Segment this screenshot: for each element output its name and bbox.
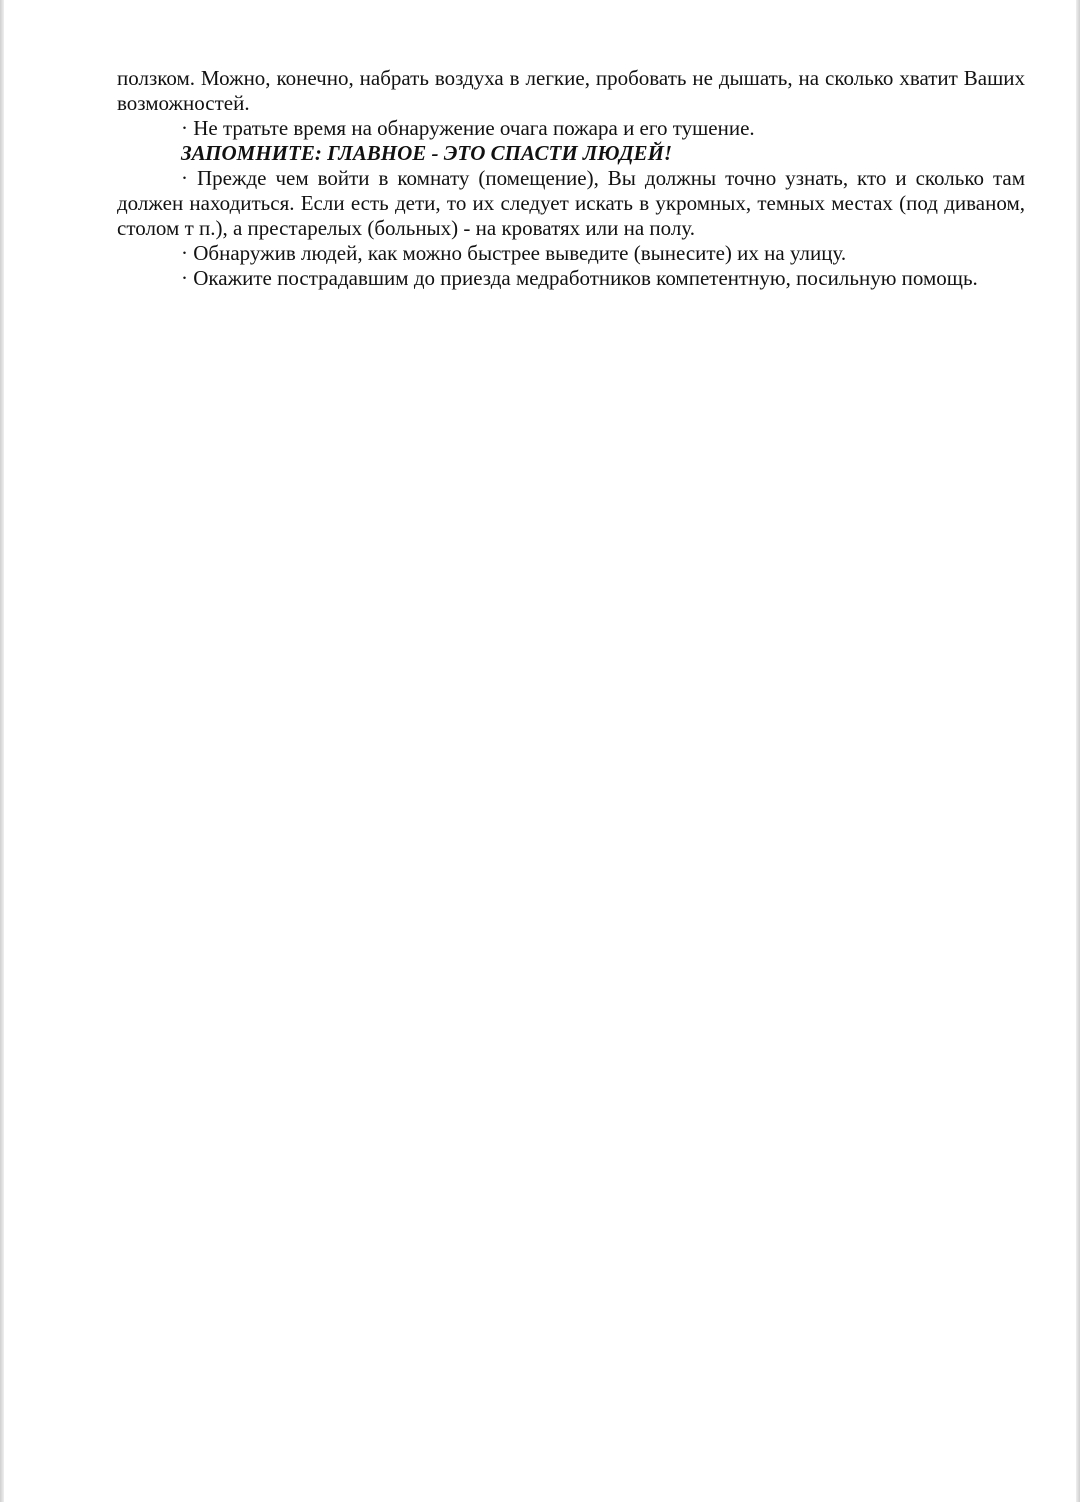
bullet-first-aid: · Окажите пострадавшим до приезда медработников компетентную, посильную помощь. bbox=[181, 266, 978, 290]
emphasis-heading: ЗАПОМНИТЕ: ГЛАВНОЕ - ЭТО СПАСТИ ЛЮДЕЙ! bbox=[181, 141, 673, 165]
paragraph-continuation: ползком. Можно, конечно, набрать воздуха в легкие, пробовать не дышать, на сколько хватит Ваших возможностей. bbox=[117, 66, 1025, 115]
page-edge-left bbox=[0, 0, 4, 1502]
document-page bbox=[117, 66, 1025, 291]
page-edge-right bbox=[1076, 0, 1080, 1502]
bullet-dont-waste-time: · Не тратьте время на обнаружение очага пожара и его тушение. bbox=[181, 116, 755, 140]
bullet-evacuate-people: · Обнаружив людей, как можно быстрее выведите (вынесите) их на улицу. bbox=[181, 241, 847, 265]
bullet-before-entering: · Прежде чем войти в комнату (помещение), Вы должны точно узнать, кто и сколько там должен находиться. Если есть дети, то их следует искать в укромных, темных местах (под диваном, столом т п.), а престарелых (больных) - на кроватях или на полу. bbox=[117, 166, 1025, 240]
